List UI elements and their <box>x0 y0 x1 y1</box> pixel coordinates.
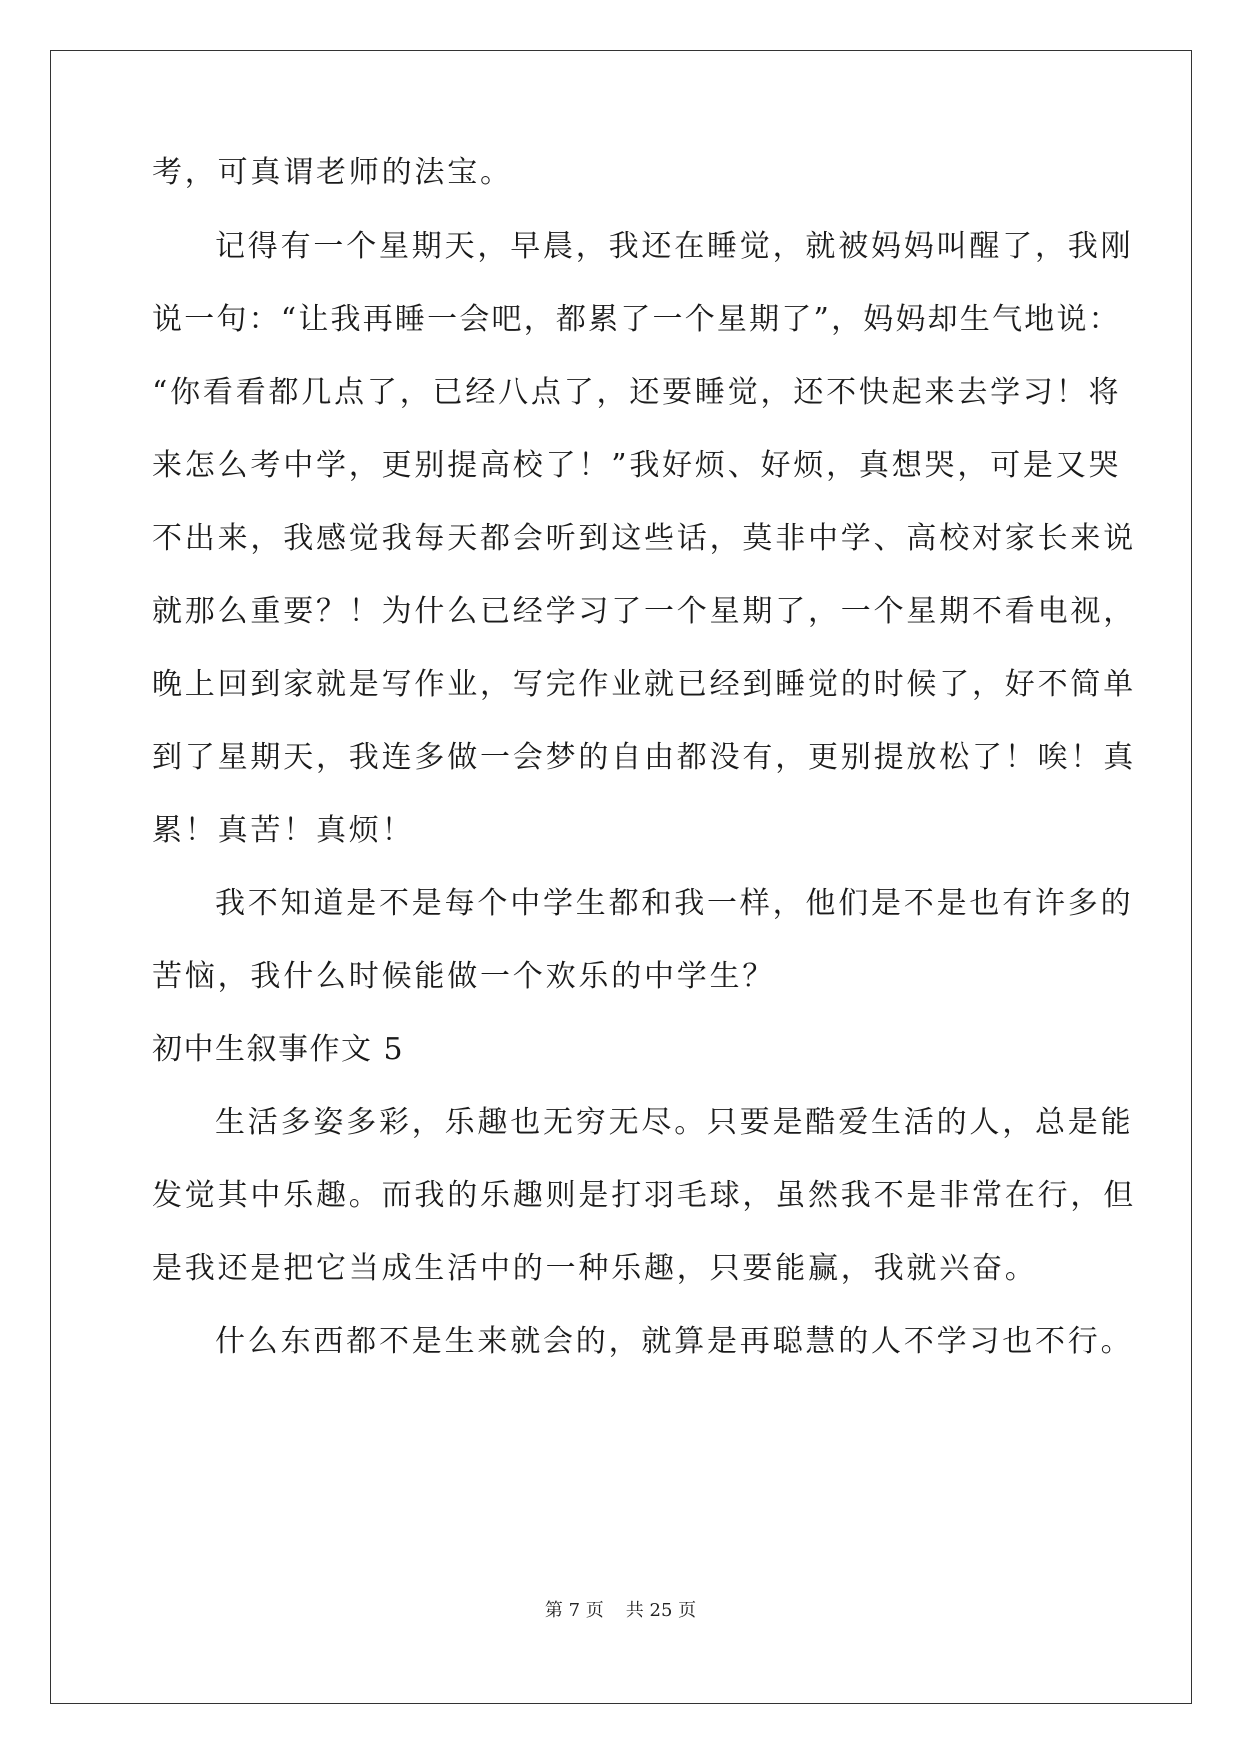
text-line: 累！真苦！真烦！ <box>152 813 415 848</box>
section-heading: 初中生叙事作文 5 <box>152 1032 405 1067</box>
text-line: 不出来，我感觉我每天都会听到这些话，莫非中学、高校对家长来说 <box>152 521 1136 556</box>
paragraph-first-line: 记得有一个星期天，早晨，我还在睡觉，就被妈妈叫醒了，我刚 <box>215 229 1134 264</box>
text-line: 晚上回到家就是写作业，写完作业就已经到睡觉的时候了，好不简单 <box>152 667 1136 702</box>
text-line: 就那么重要？！为什么已经学习了一个星期了，一个星期不看电视， <box>152 594 1136 629</box>
text-line: 是我还是把它当成生活中的一种乐趣，只要能赢，我就兴奋。 <box>152 1251 1038 1286</box>
text-line: 考，可真谓老师的法宝。 <box>152 155 513 190</box>
paragraph-first-line: 我不知道是不是每个中学生都和我一样，他们是不是也有许多的 <box>215 886 1134 921</box>
paragraph-first-line: 生活多姿多彩，乐趣也无穷无尽。只要是酷爱生活的人，总是能 <box>215 1105 1134 1140</box>
text-line: 苦恼，我什么时候能做一个欢乐的中学生？ <box>152 959 776 994</box>
text-line: 来怎么考中学，更别提高校了！”我好烦、好烦，真想哭，可是又哭 <box>152 448 1122 483</box>
text-line: 说一句：“让我再睡一会吧，都累了一个星期了”，妈妈却生气地说： <box>152 302 1121 337</box>
page-footer <box>0 1599 1241 1623</box>
paragraph-first-line: 什么东西都不是生来就会的，就算是再聪慧的人不学习也不行。 <box>215 1324 1134 1359</box>
text-line: 发觉其中乐趣。而我的乐趣则是打羽毛球，虽然我不是非常在行，但 <box>152 1178 1136 1213</box>
page-number: 第 7 页 <box>544 1600 604 1621</box>
text-line: “你看看都几点了，已经八点了，还要睡觉，还不快起来去学习！将 <box>152 375 1122 410</box>
page-total: 共 25 页 <box>625 1600 697 1621</box>
text-line: 到了星期天，我连多做一会梦的自由都没有，更别提放松了！唉！真 <box>152 740 1136 775</box>
page-border <box>50 50 1192 1704</box>
